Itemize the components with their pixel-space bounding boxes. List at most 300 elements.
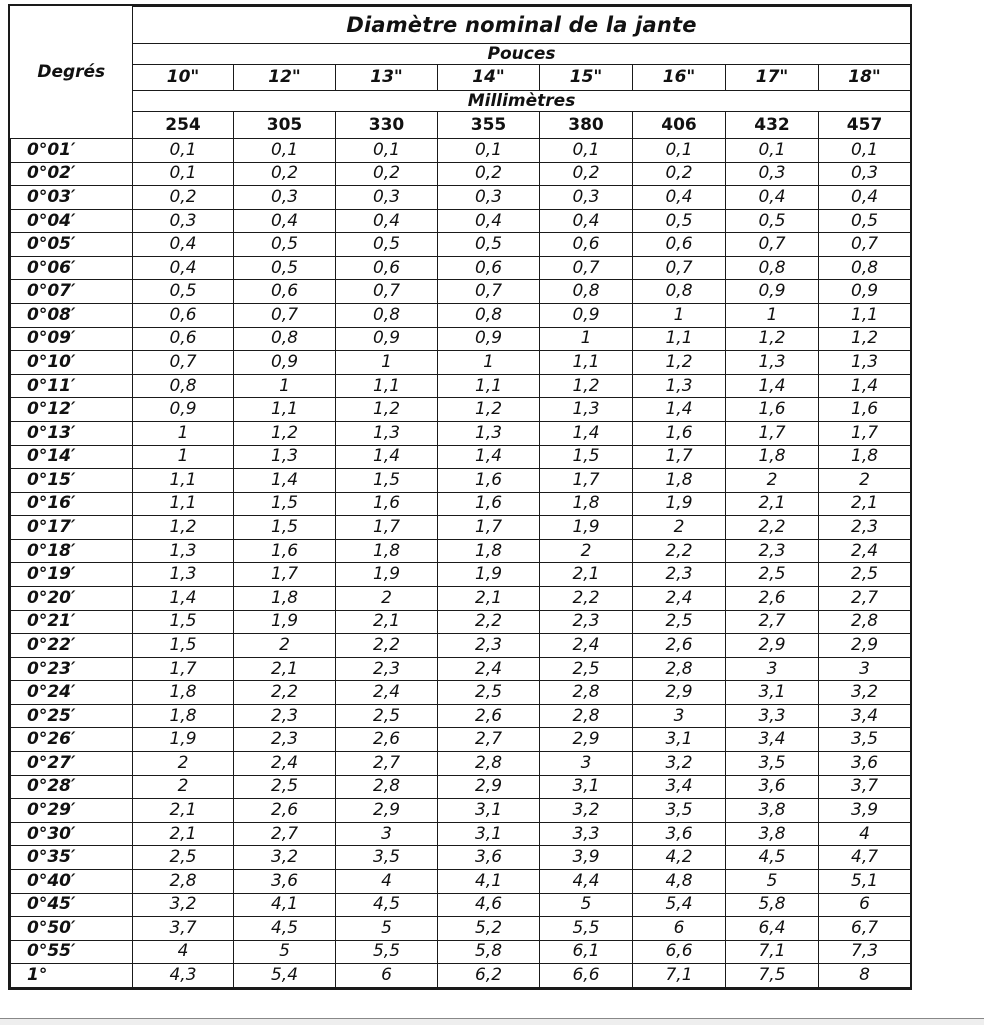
table-row — [11, 327, 911, 351]
value-cell: 0,8 — [726, 256, 819, 280]
value-cell: 2,1 — [819, 492, 911, 516]
millimetre-size-cell: 457 — [819, 112, 911, 139]
millimetre-size-row — [11, 112, 911, 139]
value-cell: 0,4 — [726, 186, 819, 210]
value-cell: 1,2 — [819, 327, 911, 351]
value-cell: 6 — [336, 964, 438, 988]
value-cell: 2,2 — [234, 681, 336, 705]
table-row — [11, 492, 911, 516]
table-row — [11, 304, 911, 328]
value-cell: 2,3 — [726, 539, 819, 563]
table-row — [11, 563, 911, 587]
table-row — [11, 209, 911, 233]
value-cell: 1,7 — [540, 469, 633, 493]
value-cell: 0,2 — [234, 162, 336, 186]
value-cell: 3 — [336, 822, 438, 846]
value-cell: 0,7 — [438, 280, 540, 304]
value-cell: 0,2 — [336, 162, 438, 186]
table-row — [11, 728, 911, 752]
value-cell: 2,2 — [540, 586, 633, 610]
degree-cell: 0°17′ — [11, 516, 133, 540]
inch-size-row — [11, 65, 911, 91]
value-cell: 1,1 — [540, 351, 633, 375]
value-cell: 1,3 — [726, 351, 819, 375]
value-cell: 3,1 — [438, 799, 540, 823]
degree-cell: 0°21′ — [11, 610, 133, 634]
value-cell: 4 — [336, 869, 438, 893]
value-cell: 1,3 — [438, 421, 540, 445]
value-cell: 2,1 — [133, 799, 234, 823]
value-cell: 2,9 — [438, 775, 540, 799]
value-cell: 4,6 — [438, 893, 540, 917]
value-cell: 3,1 — [540, 775, 633, 799]
table-row — [11, 657, 911, 681]
value-cell: 4,1 — [234, 893, 336, 917]
value-cell: 3 — [726, 657, 819, 681]
value-cell: 0,6 — [133, 304, 234, 328]
value-cell: 0,9 — [438, 327, 540, 351]
value-cell: 0,1 — [234, 139, 336, 163]
value-cell: 1,2 — [633, 351, 726, 375]
value-cell: 4,8 — [633, 869, 726, 893]
value-cell: 0,2 — [438, 162, 540, 186]
value-cell: 2,7 — [819, 586, 911, 610]
table-row — [11, 233, 911, 257]
value-cell: 1,5 — [336, 469, 438, 493]
value-cell: 3,6 — [726, 775, 819, 799]
value-cell: 4 — [133, 940, 234, 964]
value-cell: 1,2 — [133, 516, 234, 540]
millimetre-size-cell: 380 — [540, 112, 633, 139]
degree-cell: 0°20′ — [11, 586, 133, 610]
table-row — [11, 256, 911, 280]
value-cell: 1,8 — [540, 492, 633, 516]
value-cell: 2,9 — [540, 728, 633, 752]
value-cell: 0,4 — [133, 256, 234, 280]
degree-cell: 0°22′ — [11, 634, 133, 658]
value-cell: 5,8 — [438, 940, 540, 964]
value-cell: 1,6 — [336, 492, 438, 516]
value-cell: 0,9 — [336, 327, 438, 351]
degree-cell: 0°10′ — [11, 351, 133, 375]
value-cell: 0,7 — [819, 233, 911, 257]
value-cell: 5 — [336, 917, 438, 941]
degree-cell: 0°19′ — [11, 563, 133, 587]
value-cell: 3,2 — [540, 799, 633, 823]
value-cell: 2,3 — [819, 516, 911, 540]
inch-size-cell: 16" — [633, 65, 726, 91]
value-cell: 1,5 — [234, 492, 336, 516]
degree-cell: 0°15′ — [11, 469, 133, 493]
value-cell: 4,4 — [540, 869, 633, 893]
value-cell: 3,3 — [726, 704, 819, 728]
value-cell: 2,1 — [133, 822, 234, 846]
value-cell: 4 — [819, 822, 911, 846]
value-cell: 1,9 — [540, 516, 633, 540]
value-cell: 2 — [540, 539, 633, 563]
value-cell: 1,1 — [819, 304, 911, 328]
value-cell: 0,8 — [133, 374, 234, 398]
value-cell: 0,1 — [438, 139, 540, 163]
value-cell: 1,2 — [438, 398, 540, 422]
value-cell: 1,5 — [133, 610, 234, 634]
value-cell: 2 — [133, 752, 234, 776]
millimetre-size-cell: 330 — [336, 112, 438, 139]
value-cell: 3,5 — [819, 728, 911, 752]
value-cell: 1,6 — [438, 492, 540, 516]
value-cell: 2,2 — [633, 539, 726, 563]
table-row — [11, 775, 911, 799]
value-cell: 5,5 — [336, 940, 438, 964]
value-cell: 2,1 — [234, 657, 336, 681]
value-cell: 4,3 — [133, 964, 234, 988]
value-cell: 3,2 — [819, 681, 911, 705]
value-cell: 0,4 — [540, 209, 633, 233]
value-cell: 1,8 — [819, 445, 911, 469]
degree-cell: 0°23′ — [11, 657, 133, 681]
value-cell: 2,2 — [336, 634, 438, 658]
inch-size-cell: 13" — [336, 65, 438, 91]
value-cell: 2,5 — [234, 775, 336, 799]
value-cell: 3,9 — [819, 799, 911, 823]
value-cell: 2,7 — [234, 822, 336, 846]
value-cell: 2,1 — [336, 610, 438, 634]
value-cell: 1,4 — [438, 445, 540, 469]
value-cell: 0,9 — [819, 280, 911, 304]
table-row — [11, 445, 911, 469]
value-cell: 4,5 — [234, 917, 336, 941]
value-cell: 2,8 — [336, 775, 438, 799]
value-cell: 0,5 — [633, 209, 726, 233]
table-row — [11, 917, 911, 941]
degree-cell: 0°35′ — [11, 846, 133, 870]
degree-cell: 0°50′ — [11, 917, 133, 941]
value-cell: 2,4 — [819, 539, 911, 563]
value-cell: 1,4 — [540, 421, 633, 445]
value-cell: 0,4 — [133, 233, 234, 257]
degree-cell: 0°28′ — [11, 775, 133, 799]
value-cell: 3,2 — [234, 846, 336, 870]
value-cell: 1 — [633, 304, 726, 328]
value-cell: 1,5 — [540, 445, 633, 469]
value-cell: 2,1 — [540, 563, 633, 587]
value-cell: 5,5 — [540, 917, 633, 941]
table-row — [11, 280, 911, 304]
value-cell: 2,3 — [633, 563, 726, 587]
degree-cell: 0°07′ — [11, 280, 133, 304]
value-cell: 3,4 — [819, 704, 911, 728]
value-cell: 0,7 — [633, 256, 726, 280]
value-cell: 2,3 — [336, 657, 438, 681]
value-cell: 1,9 — [234, 610, 336, 634]
value-cell: 1,3 — [633, 374, 726, 398]
value-cell: 2,3 — [234, 728, 336, 752]
wheel-diameter-table — [10, 6, 911, 988]
value-cell: 0,6 — [336, 256, 438, 280]
value-cell: 2,8 — [540, 704, 633, 728]
value-cell: 3,4 — [726, 728, 819, 752]
value-cell: 2,5 — [633, 610, 726, 634]
value-cell: 2,2 — [438, 610, 540, 634]
value-cell: 0,4 — [336, 209, 438, 233]
value-cell: 0,7 — [336, 280, 438, 304]
millimetres-unit-label: Millimètres — [133, 91, 911, 112]
table-row — [11, 704, 911, 728]
degree-cell: 0°26′ — [11, 728, 133, 752]
inch-size-cell: 18" — [819, 65, 911, 91]
value-cell: 3,6 — [234, 869, 336, 893]
degree-cell: 0°40′ — [11, 869, 133, 893]
value-cell: 1,1 — [133, 492, 234, 516]
conversion-table-sheet — [8, 4, 912, 990]
value-cell: 3,1 — [633, 728, 726, 752]
value-cell: 5,4 — [234, 964, 336, 988]
value-cell: 0,2 — [633, 162, 726, 186]
value-cell: 0,9 — [133, 398, 234, 422]
value-cell: 3,4 — [633, 775, 726, 799]
value-cell: 3,5 — [336, 846, 438, 870]
table-row — [11, 139, 911, 163]
degree-cell: 0°02′ — [11, 162, 133, 186]
value-cell: 2,7 — [438, 728, 540, 752]
degree-cell: 0°16′ — [11, 492, 133, 516]
value-cell: 4,7 — [819, 846, 911, 870]
value-cell: 0,1 — [336, 139, 438, 163]
value-cell: 1 — [133, 445, 234, 469]
degree-cell: 0°11′ — [11, 374, 133, 398]
value-cell: 2,4 — [540, 634, 633, 658]
value-cell: 0,7 — [234, 304, 336, 328]
value-cell: 2,4 — [234, 752, 336, 776]
table-row — [11, 964, 911, 988]
value-cell: 2 — [336, 586, 438, 610]
value-cell: 6,1 — [540, 940, 633, 964]
value-cell: 1,7 — [438, 516, 540, 540]
degree-cell: 0°06′ — [11, 256, 133, 280]
value-cell: 0,8 — [540, 280, 633, 304]
value-cell: 1,4 — [819, 374, 911, 398]
value-cell: 0,7 — [540, 256, 633, 280]
value-cell: 0,1 — [540, 139, 633, 163]
value-cell: 2,9 — [633, 681, 726, 705]
value-cell: 0,3 — [133, 209, 234, 233]
value-cell: 3 — [633, 704, 726, 728]
value-cell: 3,7 — [133, 917, 234, 941]
value-cell: 1,6 — [819, 398, 911, 422]
value-cell: 5,2 — [438, 917, 540, 941]
degree-cell: 0°18′ — [11, 539, 133, 563]
value-cell: 6,4 — [726, 917, 819, 941]
value-cell: 1,2 — [726, 327, 819, 351]
value-cell: 3,7 — [819, 775, 911, 799]
value-cell: 2 — [819, 469, 911, 493]
value-cell: 6,6 — [540, 964, 633, 988]
value-cell: 1,6 — [438, 469, 540, 493]
table-row — [11, 799, 911, 823]
value-cell: 2,3 — [540, 610, 633, 634]
value-cell: 3 — [540, 752, 633, 776]
degree-cell: 0°09′ — [11, 327, 133, 351]
value-cell: 0,5 — [133, 280, 234, 304]
value-cell: 0,6 — [133, 327, 234, 351]
value-cell: 2,1 — [438, 586, 540, 610]
table-row — [11, 398, 911, 422]
degree-cell: 0°30′ — [11, 822, 133, 846]
degree-cell: 0°04′ — [11, 209, 133, 233]
value-cell: 1,8 — [133, 681, 234, 705]
value-cell: 1,3 — [336, 421, 438, 445]
table-row — [11, 681, 911, 705]
value-cell: 5,4 — [633, 893, 726, 917]
value-cell: 1,3 — [540, 398, 633, 422]
value-cell: 1,6 — [234, 539, 336, 563]
value-cell: 2,9 — [336, 799, 438, 823]
value-cell: 6,6 — [633, 940, 726, 964]
value-cell: 0,2 — [540, 162, 633, 186]
value-cell: 2,7 — [336, 752, 438, 776]
inch-size-cell: 15" — [540, 65, 633, 91]
value-cell: 2,9 — [726, 634, 819, 658]
value-cell: 3,5 — [726, 752, 819, 776]
value-cell: 0,3 — [726, 162, 819, 186]
value-cell: 0,6 — [234, 280, 336, 304]
value-cell: 2,1 — [726, 492, 819, 516]
value-cell: 1 — [336, 351, 438, 375]
value-cell: 1,9 — [336, 563, 438, 587]
value-cell: 2,3 — [234, 704, 336, 728]
value-cell: 2,2 — [726, 516, 819, 540]
value-cell: 2,5 — [819, 563, 911, 587]
value-cell: 1,2 — [540, 374, 633, 398]
value-cell: 2,6 — [234, 799, 336, 823]
value-cell: 2,8 — [540, 681, 633, 705]
value-cell: 4,1 — [438, 869, 540, 893]
value-cell: 1,1 — [336, 374, 438, 398]
value-cell: 1,6 — [633, 421, 726, 445]
value-cell: 2,6 — [633, 634, 726, 658]
value-cell: 3,6 — [633, 822, 726, 846]
table-row — [11, 869, 911, 893]
value-cell: 1,5 — [133, 634, 234, 658]
value-cell: 1,8 — [633, 469, 726, 493]
value-cell: 0,3 — [540, 186, 633, 210]
value-cell: 1 — [133, 421, 234, 445]
table-title: Diamètre nominal de la jante — [133, 7, 911, 44]
value-cell: 2,8 — [819, 610, 911, 634]
value-cell: 0,4 — [438, 209, 540, 233]
table-row — [11, 822, 911, 846]
value-cell: 2,8 — [133, 869, 234, 893]
value-cell: 3,6 — [438, 846, 540, 870]
degree-cell: 0°12′ — [11, 398, 133, 422]
value-cell: 6 — [633, 917, 726, 941]
value-cell: 1 — [540, 327, 633, 351]
table-row — [11, 846, 911, 870]
value-cell: 1,8 — [438, 539, 540, 563]
value-cell: 0,8 — [234, 327, 336, 351]
table-row — [11, 539, 911, 563]
value-cell: 2,6 — [438, 704, 540, 728]
value-cell: 0,7 — [133, 351, 234, 375]
value-cell: 0,4 — [819, 186, 911, 210]
value-cell: 0,8 — [819, 256, 911, 280]
value-cell: 1,8 — [234, 586, 336, 610]
value-cell: 1,3 — [819, 351, 911, 375]
value-cell: 3,3 — [540, 822, 633, 846]
value-cell: 0,4 — [633, 186, 726, 210]
value-cell: 2,6 — [336, 728, 438, 752]
value-cell: 1,7 — [234, 563, 336, 587]
inch-size-cell: 14" — [438, 65, 540, 91]
value-cell: 1 — [438, 351, 540, 375]
degree-cell: 0°24′ — [11, 681, 133, 705]
value-cell: 4,2 — [633, 846, 726, 870]
millimetre-size-cell: 406 — [633, 112, 726, 139]
millimetre-size-cell: 432 — [726, 112, 819, 139]
value-cell: 2,4 — [633, 586, 726, 610]
value-cell: 3,6 — [819, 752, 911, 776]
millimetre-size-cell: 305 — [234, 112, 336, 139]
table-row — [11, 516, 911, 540]
value-cell: 2,5 — [726, 563, 819, 587]
value-cell: 6 — [819, 893, 911, 917]
value-cell: 0,3 — [819, 162, 911, 186]
value-cell: 1,2 — [234, 421, 336, 445]
value-cell: 1,1 — [234, 398, 336, 422]
value-cell: 0,3 — [438, 186, 540, 210]
inch-size-cell: 10" — [133, 65, 234, 91]
value-cell: 0,3 — [336, 186, 438, 210]
value-cell: 2,3 — [438, 634, 540, 658]
value-cell: 1,1 — [438, 374, 540, 398]
value-cell: 6,7 — [819, 917, 911, 941]
value-cell: 5,8 — [726, 893, 819, 917]
value-cell: 1,4 — [133, 586, 234, 610]
value-cell: 1,9 — [633, 492, 726, 516]
table-row — [11, 752, 911, 776]
value-cell: 2,6 — [726, 586, 819, 610]
value-cell: 7,5 — [726, 964, 819, 988]
value-cell: 1,6 — [726, 398, 819, 422]
inch-size-cell: 12" — [234, 65, 336, 91]
value-cell: 1,1 — [633, 327, 726, 351]
table-row — [11, 940, 911, 964]
table-row — [11, 162, 911, 186]
value-cell: 3,1 — [438, 822, 540, 846]
value-cell: 1,7 — [819, 421, 911, 445]
inch-size-cell: 17" — [726, 65, 819, 91]
value-cell: 2 — [726, 469, 819, 493]
table-row — [11, 351, 911, 375]
value-cell: 1,8 — [133, 704, 234, 728]
value-cell: 0,6 — [438, 256, 540, 280]
value-cell: 0,5 — [234, 256, 336, 280]
value-cell: 1,9 — [133, 728, 234, 752]
degree-cell: 0°29′ — [11, 799, 133, 823]
value-cell: 1,4 — [336, 445, 438, 469]
value-cell: 5 — [726, 869, 819, 893]
value-cell: 2,8 — [438, 752, 540, 776]
value-cell: 0,2 — [133, 186, 234, 210]
degree-cell: 1° — [11, 964, 133, 988]
value-cell: 1,3 — [133, 563, 234, 587]
value-cell: 0,1 — [133, 162, 234, 186]
value-cell: 1,8 — [726, 445, 819, 469]
value-cell: 6,2 — [438, 964, 540, 988]
millimetre-size-cell: 355 — [438, 112, 540, 139]
value-cell: 3,8 — [726, 822, 819, 846]
value-cell: 1 — [726, 304, 819, 328]
